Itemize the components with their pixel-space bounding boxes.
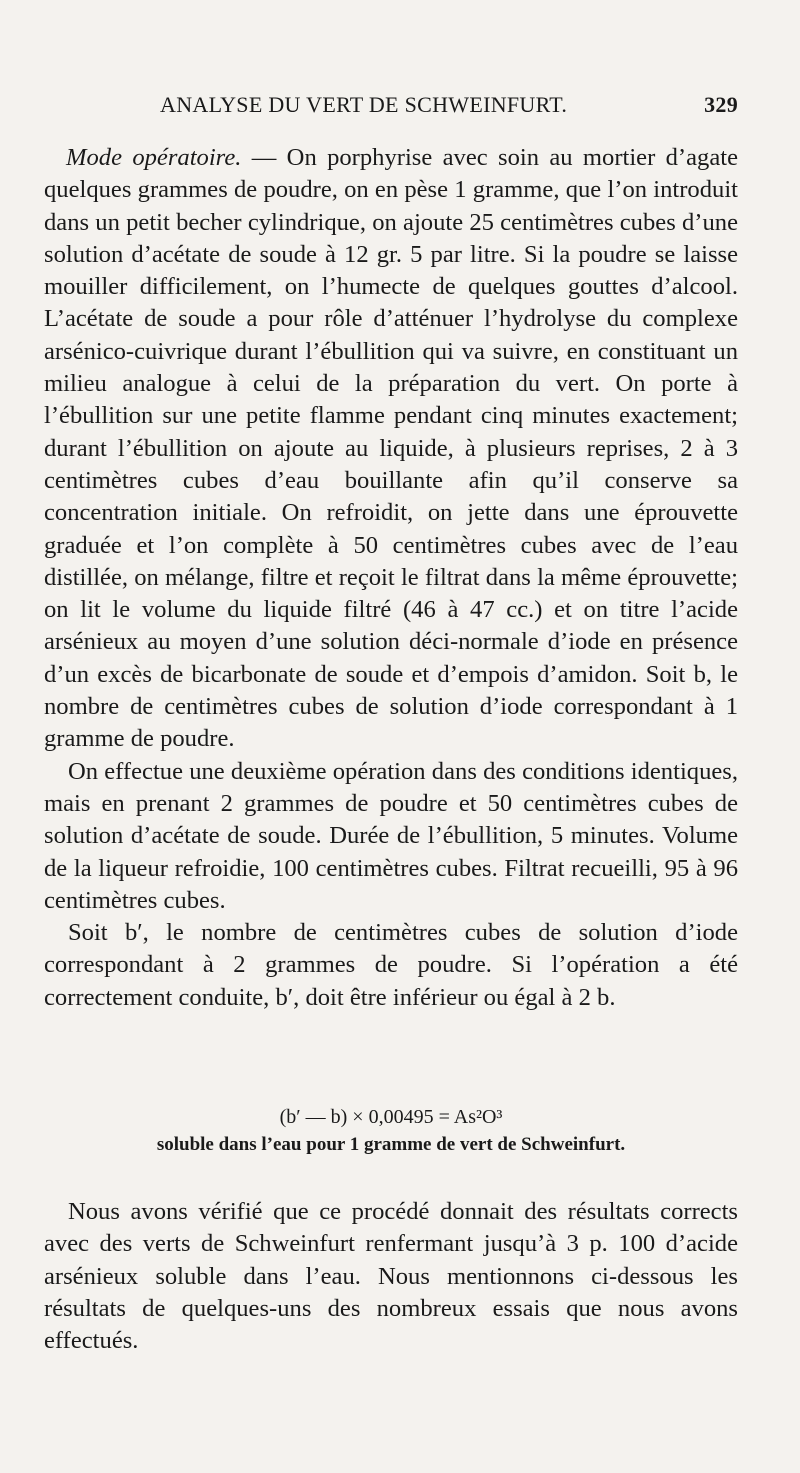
- page-number: 329: [704, 92, 738, 117]
- closing-text: [44, 1196, 738, 1357]
- paragraph-lead: Mode opératoire.: [66, 144, 242, 171]
- paragraph-second-operation: [44, 756, 738, 917]
- formula-block: [44, 1104, 738, 1158]
- formula-note: soluble dans l’eau pour 1 gramme de vert de Schweinfurt.: [156, 1134, 626, 1155]
- paragraph-condition: [44, 917, 738, 1014]
- paragraph-text: On effectue une deuxième opération dans des conditions identiques, mais en prenant 2 grammes de poudre et 50 centimètres cubes de solution d’acétate de soude. Durée de l’ébullition, 5 minutes. Volume de la liqueur refroidie, 100 centimètres cubes. Filtrat recueilli, 95 à 96 centimètres cubes.: [44, 757, 738, 914]
- body-text: [44, 142, 738, 1014]
- paragraph-text: — On porphyrise avec soin au mortier d’agate quelques grammes de poudre, on en pèse 1 gramme, que l’on introduit dans un petit becher cylindrique, on ajoute 25 centimètres cubes d’une solution d’acétate de soude à 12 gr. 5 par litre. Si la poudre se laisse mouiller difficilement, on l’humecte de quelques gouttes d’alcool. L’acétate de soude a pour rôle d’atténuer l’hydrolyse du complexe arsénico-cuivrique durant l’ébullition qui va suivre, en constituant un milieu analogue à celui de la préparation du vert. On porte à l’ébullition sur une petite flamme pendant cinq minutes exactement; durant l’ébullition on ajoute au liquide, à plusieurs reprises, 2 à 3 centimètres cubes d’eau bouillante afin qu’il conserve sa concentration initiale. On refroidit, on jette dans une éprouvette graduée et l’on complète à 50 centimètres cubes avec de l’eau distillée, on mélange, filtre et reçoit le filtrat dans la même éprouvette; on lit le volume du liquide filtré (46 à 47 cc.) et on titre l’acide arsénieux au moyen d’une solution déci-normale d’iode en présence d’un excès de bicarbonate de soude et d’empois d’amidon. Soit b, le nombre de centimètres cubes de solution d’iode correspondant à 1 gramme de poudre.: [44, 144, 738, 753]
- paragraph-mode-operatoire: [44, 142, 738, 756]
- paragraph-closing: Nous avons vérifié que ce procédé donnait des résultats corrects avec des verts de Schweinfurt renfermant jusqu’à 3 p. 100 d’acide arsénieux soluble dans l’eau. Nous mentionnons ci-dessous les résultats de quelques-uns des nombreux essais que nous avons effectués.: [44, 1198, 738, 1355]
- page-header: [40, 92, 740, 124]
- formula: (b′ — b) × 0,00495 = As²O³: [279, 1106, 503, 1128]
- running-title: ANALYSE DU VERT DE SCHWEINFURT.: [160, 92, 568, 117]
- paragraph-text: Soit b′, le nombre de centimètres cubes de solution d’iode correspondant à 2 grammes de poudre. Si l’opération a été correctement conduite, b′, doit être inférieur ou égal à 2 b.: [44, 919, 738, 1011]
